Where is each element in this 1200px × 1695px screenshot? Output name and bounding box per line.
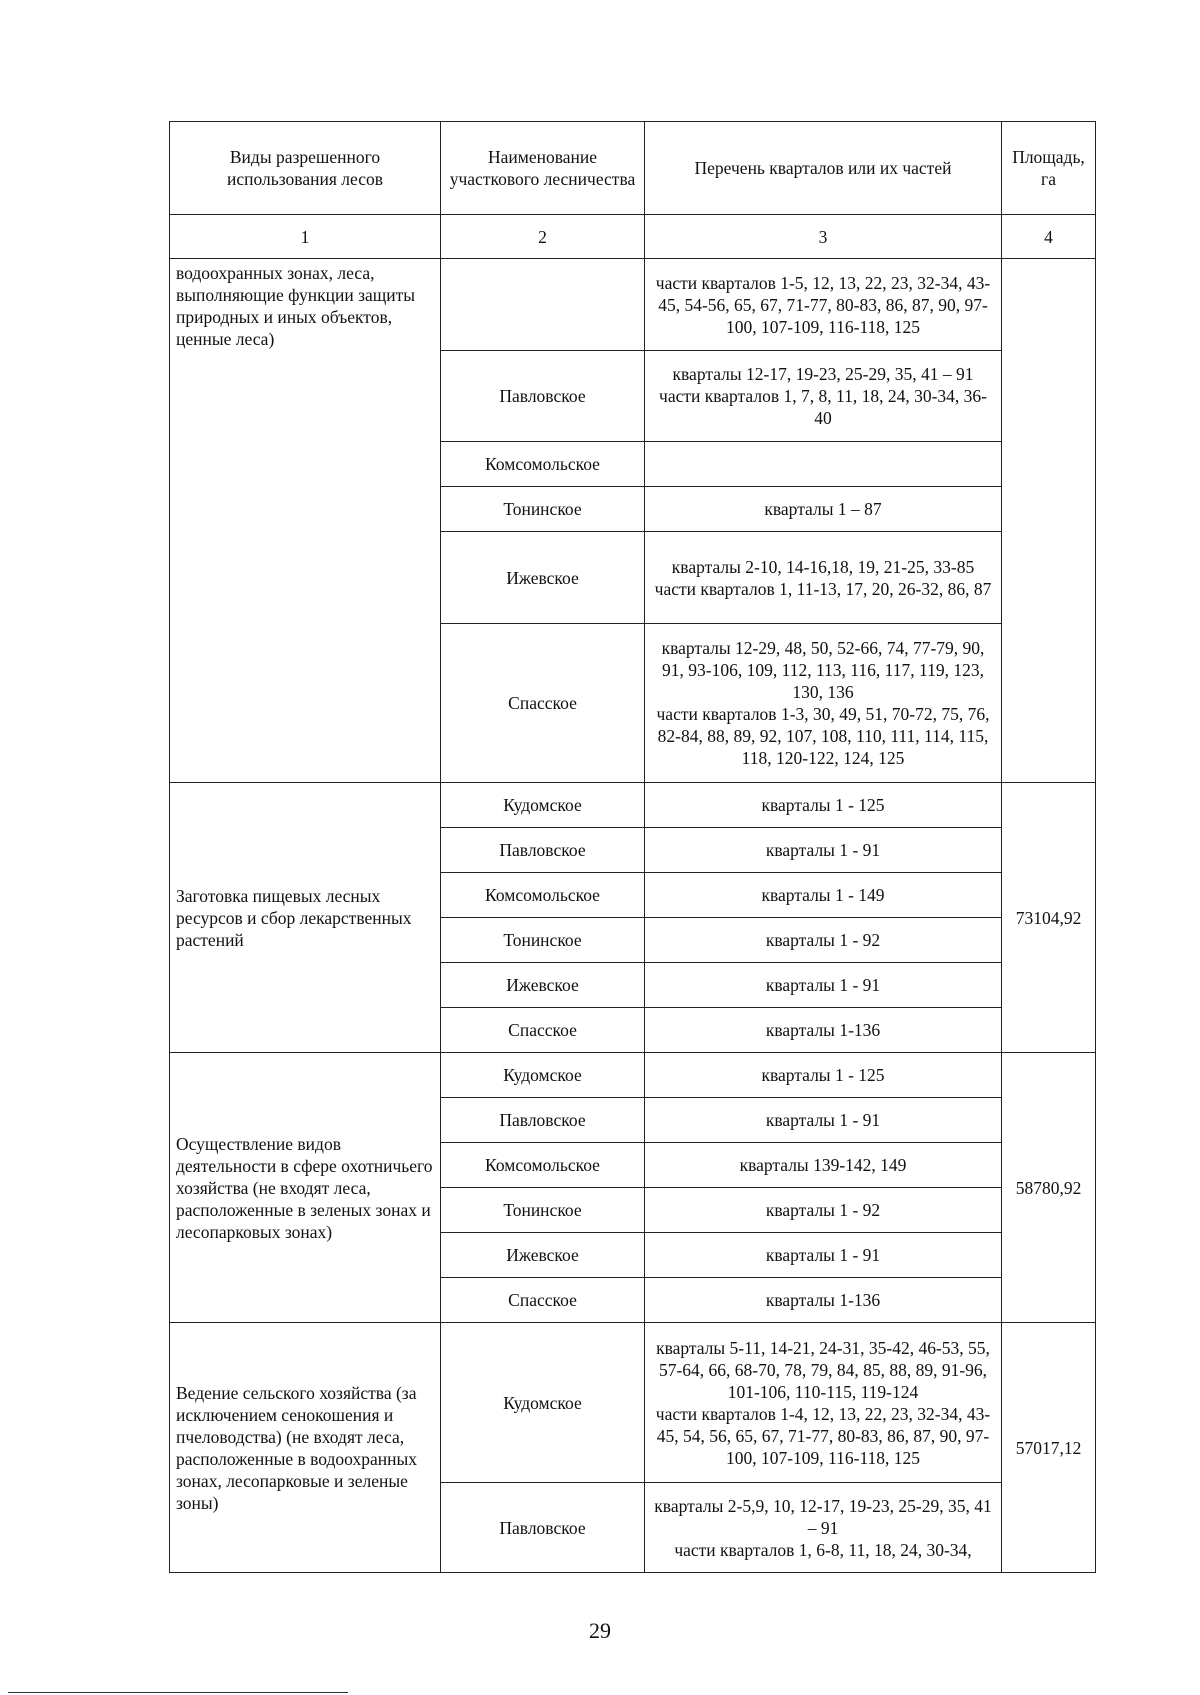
forestry-cell: Ижевское xyxy=(441,1233,645,1278)
quarters-cell: кварталы 12-17, 19-23, 25-29, 35, 41 – 91 части кварталов 1, 7, 8, 11, 18, 24, 30-34, 36-40 xyxy=(645,351,1002,442)
quarters-cell: кварталы 1-136 xyxy=(645,1008,1002,1053)
forestry-cell: Комсомольское xyxy=(441,442,645,487)
page-number: 29 xyxy=(589,1618,611,1643)
use-type-cell: водоохранных зонах, леса, выполняющие функции защиты природных и иных объектов, ценные леса) xyxy=(170,259,441,783)
header-use-type: Виды разрешенного использования лесов xyxy=(170,122,441,215)
quarters-cell: кварталы 5-11, 14-21, 24-31, 35-42, 46-53, 55, 57-64, 66, 68-70, 78, 79, 84, 85, 88, 89, 91-96, 101-106, 110-115, 119-124 части кварталов 1-4, 12, 13, 22, 23, 32-34, 43-45, 54, 56, 65, 67, 71-77, 80-83, 86, 87, 90, 97-100, 107-109, 116-118, 125 xyxy=(645,1323,1002,1483)
forestry-cell: Комсомольское xyxy=(441,873,645,918)
forest-use-table xyxy=(169,121,1096,1573)
forestry-cell xyxy=(441,259,645,351)
header-row xyxy=(170,122,1096,215)
forestry-cell: Павловское xyxy=(441,351,645,442)
forestry-cell: Павловское xyxy=(441,1098,645,1143)
forestry-cell: Ижевское xyxy=(441,532,645,624)
forestry-cell: Спасское xyxy=(441,1278,645,1323)
area-cell: 58780,92 xyxy=(1002,1053,1096,1323)
quarters-cell: кварталы 12-29, 48, 50, 52-66, 74, 77-79, 90, 91, 93-106, 109, 112, 113, 116, 117, 119, 123, 130, 136 части кварталов 1-3, 30, 49, 51, 70-72, 75, 76, 82-84, 88, 89, 92, 107, 108, 110, 111, 114, 115, 118, 120-122, 124, 125 xyxy=(645,624,1002,783)
forestry-cell: Ижевское xyxy=(441,963,645,1008)
forestry-cell: Павловское xyxy=(441,1483,645,1573)
quarters-cell: кварталы 1-136 xyxy=(645,1278,1002,1323)
column-number: 4 xyxy=(1002,215,1096,259)
footer-rule xyxy=(8,1692,348,1693)
forestry-cell: Кудомское xyxy=(441,1053,645,1098)
quarters-cell: кварталы 1 - 91 xyxy=(645,828,1002,873)
forestry-cell: Кудомское xyxy=(441,1323,645,1483)
table-row xyxy=(170,1323,1096,1483)
quarters-cell: кварталы 1 - 91 xyxy=(645,1098,1002,1143)
use-type-cell: Осуществление видов деятельности в сфере охотничьего хозяйства (не входят леса, расположенные в зеленых зонах и лесопарковых зонах) xyxy=(170,1053,441,1323)
area-cell xyxy=(1002,259,1096,783)
quarters-cell: кварталы 1 - 92 xyxy=(645,1188,1002,1233)
area-cell: 73104,92 xyxy=(1002,783,1096,1053)
table-row xyxy=(170,259,1096,351)
use-type-cell: Ведение сельского хозяйства (за исключением сенокошения и пчеловодства) (не входят леса, расположенные в водоохранных зонах, лесопарковые и зеленые зоны) xyxy=(170,1323,441,1573)
quarters-cell: кварталы 1 - 91 xyxy=(645,1233,1002,1278)
quarters-cell: кварталы 1 - 125 xyxy=(645,1053,1002,1098)
table-row xyxy=(170,1053,1096,1098)
table-row xyxy=(170,783,1096,828)
use-type-cell: Заготовка пищевых лесных ресурсов и сбор лекарственных растений xyxy=(170,783,441,1053)
forestry-cell: Тонинское xyxy=(441,487,645,532)
forestry-cell: Комсомольское xyxy=(441,1143,645,1188)
quarters-cell: кварталы 139-142, 149 xyxy=(645,1143,1002,1188)
forestry-cell: Павловское xyxy=(441,828,645,873)
quarters-cell: кварталы 1 - 91 xyxy=(645,963,1002,1008)
forestry-cell: Тонинское xyxy=(441,1188,645,1233)
area-cell: 57017,12 xyxy=(1002,1323,1096,1573)
forestry-cell: Кудомское xyxy=(441,783,645,828)
quarters-cell: кварталы 1 - 125 xyxy=(645,783,1002,828)
column-number: 3 xyxy=(645,215,1002,259)
header-quarters: Перечень кварталов или их частей xyxy=(645,122,1002,215)
quarters-cell xyxy=(645,442,1002,487)
quarters-cell: кварталы 1 - 92 xyxy=(645,918,1002,963)
quarters-cell: кварталы 1 - 149 xyxy=(645,873,1002,918)
forestry-cell: Тонинское xyxy=(441,918,645,963)
header-forestry: Наименование участкового лесничества xyxy=(441,122,645,215)
quarters-cell: кварталы 2-10, 14-16,18, 19, 21-25, 33-85 части кварталов 1, 11-13, 17, 20, 26-32, 86, 87 xyxy=(645,532,1002,624)
column-number-row xyxy=(170,215,1096,259)
quarters-cell: кварталы 1 – 87 xyxy=(645,487,1002,532)
quarters-cell: кварталы 2-5,9, 10, 12-17, 19-23, 25-29, 35, 41 – 91 части кварталов 1, 6-8, 11, 18, 24, 30-34, xyxy=(645,1483,1002,1573)
quarters-cell: части кварталов 1-5, 12, 13, 22, 23, 32-34, 43-45, 54-56, 65, 67, 71-77, 80-83, 86, 87, 90, 97-100, 107-109, 116-118, 125 xyxy=(645,259,1002,351)
column-number: 1 xyxy=(170,215,441,259)
header-area: Площадь, га xyxy=(1002,122,1096,215)
forestry-cell: Спасское xyxy=(441,1008,645,1053)
column-number: 2 xyxy=(441,215,645,259)
forestry-cell: Спасское xyxy=(441,624,645,783)
